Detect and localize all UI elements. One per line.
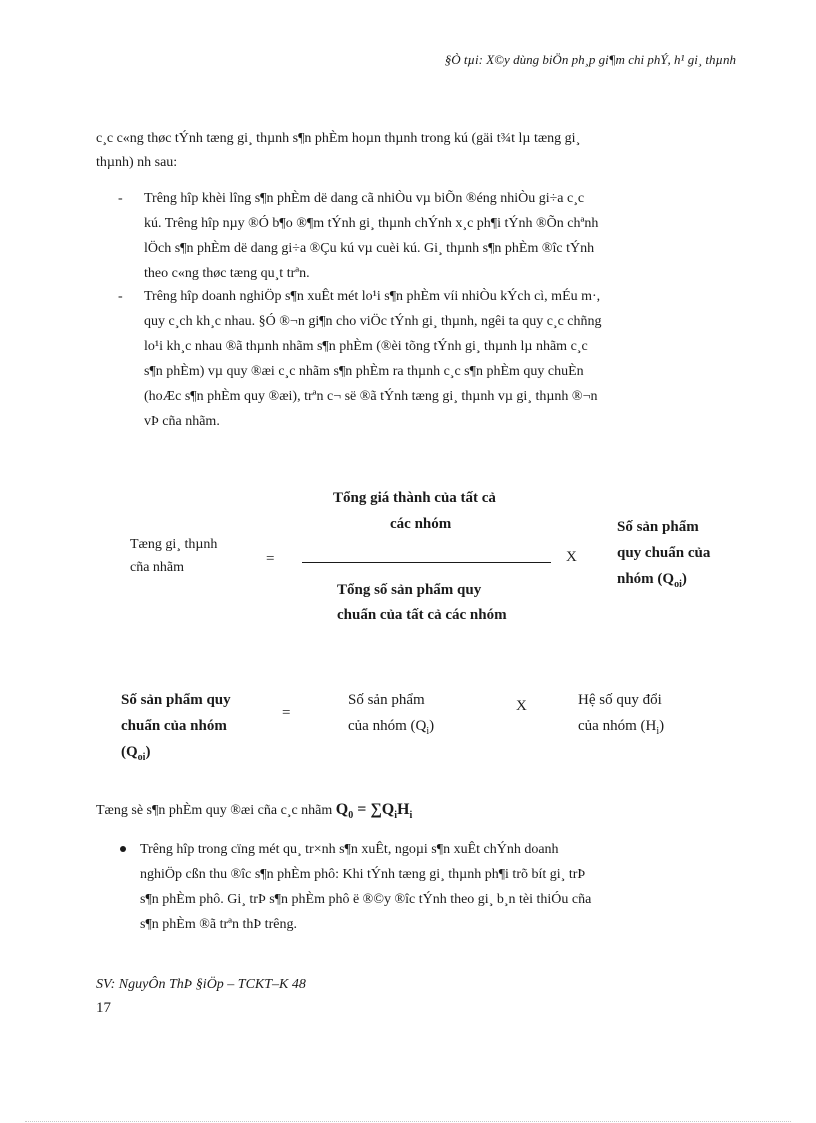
total-h: H <box>396 801 410 818</box>
formula2-right-text: của nhóm (H <box>578 718 657 734</box>
formula2-mid-close: ) <box>429 718 435 734</box>
dash-item-line: s¶n phÈm) vµ quy ®æi c¸c nhãm s¶n phÈm ra thµnh c¸c s¶n phÈm quy chuÈn <box>144 364 584 379</box>
total-q-subscript: 0 <box>348 810 354 822</box>
formula2-mid-line: Số sản phẩm <box>348 692 425 708</box>
intro-line-1: c¸c c«ng thøc tÝnh tæng gi¸ thµnh s¶n phÈm hoµn thµnh trong kú (gäi t¾t lµ tæng gi¸ <box>96 131 581 146</box>
fraction-bar <box>302 562 551 563</box>
formula1-right-subscript: oi <box>674 579 682 590</box>
formula1-right-line <box>617 567 687 597</box>
formula1-equals: = <box>266 551 275 567</box>
formula2-right-line: Hệ số quy đổi <box>578 692 662 708</box>
bullet-item-line: s¶n phÈm phô. Gi¸ trÞ s¶n phÈm phô ë ®©y ®îc tÝnh theo gi¸ b¸n tèi thiÓu cña <box>140 892 592 907</box>
formula2-mid-subscript: i <box>426 726 430 737</box>
page-bottom-divider <box>25 1121 791 1122</box>
dash-list-item <box>118 186 598 286</box>
dash-item-line: vÞ cña nhãm. <box>144 414 220 429</box>
formula2-left-text: (Q <box>121 744 138 760</box>
formula1-left <box>130 533 217 579</box>
formula1-numerator-line: Tổng giá thành của tất cả <box>333 490 496 506</box>
formula1-denominator-line: Tổng số sản phẩm quy <box>337 582 482 598</box>
dash-item-line: Trêng hîp doanh nghiÖp s¶n xuÊt mét lo¹i s¶n phÈm víi nhiÒu kÝch cì, mÉu m·, <box>144 289 601 304</box>
total-qi-subscript: i <box>394 810 397 822</box>
formula1-left-line: cña nhãm <box>130 560 185 575</box>
formula2-mid-text: của nhóm (Q <box>348 718 427 734</box>
formula1-right-text: nhóm (Q <box>617 571 675 587</box>
formula2-left-line <box>121 740 150 770</box>
formula1-times: X <box>566 549 577 565</box>
dash-item-line: lÖch s¶n phÈm dë dang gi÷a ®Çu kú vµ cuèi kú. Gi¸ thµnh s¶n phÈm ®îc tÝnh <box>144 241 595 256</box>
formula1-right-line: Số sản phẩm <box>617 519 699 535</box>
dash-item-line: quy c¸ch kh¸c nhau. §Ó ®¬n gi¶n cho viÖc tÝnh gi¸ thµnh, ngêi ta quy c¸c chñng <box>144 314 602 329</box>
dash-item-line: lo¹i kh¸c nhau ®ã thµnh nhãm s¶n phÈm (®èi tõng tÝnh gi¸ thµnh lµ nhãm c¸c <box>144 339 588 354</box>
formula1-right-close: ) <box>681 571 687 587</box>
footer-author: SV: NguyÔn ThÞ §iÖp – TCKT–K 48 <box>96 977 306 992</box>
formula2-left-line: Số sản phẩm quy <box>121 692 231 708</box>
formula1-numerator-line: các nhóm <box>390 516 452 532</box>
bullet-list-item <box>140 837 591 937</box>
formula2-left-subscript: oi <box>137 752 146 763</box>
formula1-right-line: quy chuẩn của <box>617 545 711 561</box>
formula2-right-close: ) <box>659 718 665 734</box>
formula2-right-subscript: i <box>656 726 660 737</box>
page-header: §Ò tµi: X©y dùng biÖn ph¸p gi¶m chi phÝ, h¹ gi¸ thµnh <box>444 52 736 67</box>
formula2-times: X <box>516 698 527 714</box>
dash-item-line: theo c«ng thøc tæng qu¸t trªn. <box>144 266 310 281</box>
formula1-denominator-line: chuẩn của tất cả các nhóm <box>337 607 507 623</box>
total-line-text: Tæng sè s¶n phÈm quy ®æi cña c¸c nhãm <box>96 803 336 818</box>
formula2-equals: = <box>282 705 291 721</box>
bullet-item-line: s¶n phÈm ®ã trªn thÞ trêng. <box>140 917 297 932</box>
dash-item-line: kú. Trêng hîp nµy ®Ó b¶o ®¶m tÝnh gi¸ thµnh chÝnh x¸c ph¶i tÝnh ®Õn chªnh <box>144 216 599 231</box>
intro-line-2: thµnh) nh sau: <box>96 155 178 170</box>
dash-marker: - <box>118 289 123 304</box>
bullet-marker <box>120 846 126 852</box>
dash-item-line: (hoÆc s¶n phÈm quy ®æi), trªn c¬ së ®ã tÝnh tæng gi¸ thµnh vµ gi¸ thµnh ®¬n <box>144 389 598 404</box>
total-q: Q <box>335 801 349 818</box>
dash-item-line: Trêng hîp khèi lîng s¶n phÈm dë dang cã nhiÒu vµ biÕn ®éng nhiÒu gi÷a c¸c <box>144 191 585 206</box>
total-quantity-line <box>96 797 412 828</box>
formula1-left-line: Tæng gi¸ thµnh <box>130 537 218 552</box>
formula2-left-line: chuẩn của nhóm <box>121 718 227 734</box>
formula2-right-line <box>578 714 664 744</box>
dash-list-item <box>118 284 602 434</box>
dash-marker: - <box>118 191 123 206</box>
total-hi-subscript: i <box>409 810 413 822</box>
total-sum-expression: = ∑Q <box>353 801 395 818</box>
formula2-left-close: ) <box>145 744 151 760</box>
page-number: 17 <box>96 1000 111 1016</box>
bullet-item-line: Trêng hîp trong cïng mét qu¸ tr×nh s¶n xuÊt, ngoµi s¶n xuÊt chÝnh doanh <box>140 842 559 857</box>
bullet-item-line: nghiÖp cßn thu ®îc s¶n phÈm phô: Khi tÝnh tæng gi¸ thµnh ph¶i trõ bít gi¸ trÞ <box>140 867 586 882</box>
formula2-mid-line <box>348 714 434 744</box>
